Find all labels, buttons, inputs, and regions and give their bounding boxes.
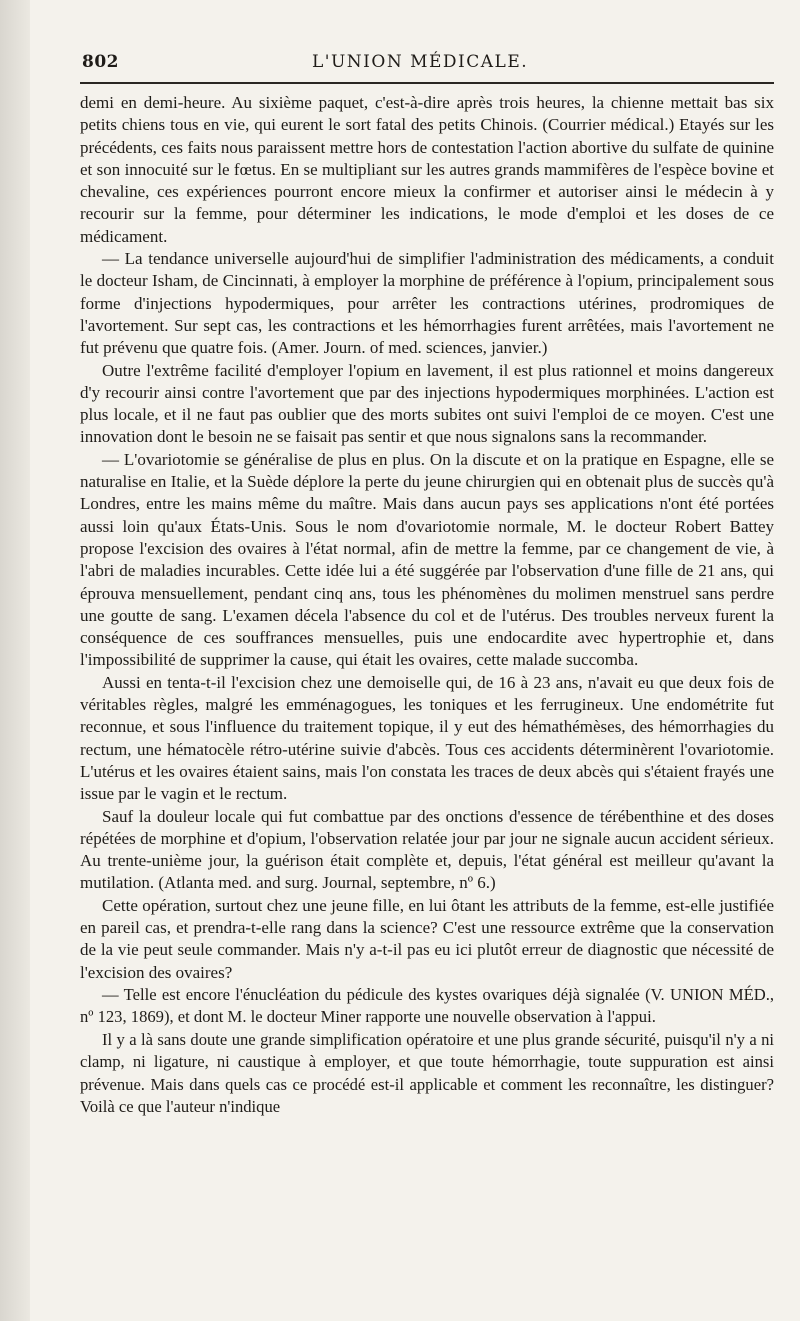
page-gutter-shadow [0,0,30,1321]
header-rule [80,82,774,84]
paragraph-excision-case: Aussi en tenta-t-il l'excision chez une demoiselle qui, de 16 à 23 ans, n'avait eu que deux fois de véritables règles, malgré les emménagogues, les toniques et les ferrugineux. Une endométrite fut reconnue, et sous l'influence du traitement topique, il y eut des hémathémèses, des hémorrhagies du rectum, une hématocèle rétro-utérine suivie d'abcès. Tous ces accidents déterminèrent l'ovariotomie. L'utérus et les ovaires étaient sains, mais l'on constata les traces de deux abcès qui s'étaient frayés une issue par le vagin et le rectum. [80,672,774,804]
paragraph-recovery: Sauf la douleur locale qui fut combattue par des onctions d'essence de térébenthine et des doses répétées de morphine et d'opium, l'observation relatée jour par jour ne signale aucun accident sérieux. Au trente-unième jour, la guérison était complète et, depuis, l'état général est meilleur qu'avant la mutilation. (Atlanta med. and surg. Journal, septembre, nº 6.) [80,806,774,893]
page-number: 802 [82,52,119,72]
paragraph-opium-enema: Outre l'extrême facilité d'employer l'opium en lavement, il est plus rationnel et moins dangereux d'y recourir ainsi contre l'avortement que par des injections hypodermiques morphinées. L'action est plus locale, et il ne faut pas oublier que des morts subites ont suivi l'emploi de ce moyen. C'est une innovation dont le besoin ne se faisait pas sentir et que nous signalons sans la recommander. [80,360,774,447]
paragraph-morphine-isham: — La tendance universelle aujourd'hui de simplifier l'administration des médicaments, a conduit le docteur Isham, de Cincinnati, à employer la morphine de préférence à l'opium, principalement sous forme d'injections hypodermiques, pour arrêter les contractions utérines, prodromiques de l'avortement. Sur sept cas, les contractions et les hémorrhagies furent arrêtées, mais l'avortement ne fut prévenu que quatre fois. (Amer. Journ. of med. sciences, janvier.) [80,249,774,358]
paragraph-ovariotomy: — L'ovariotomie se généralise de plus en plus. On la discute et on la pratique en Espagne, elle se naturalise en Italie, et la Suède déplore la perte du jeune chirurgien qui en obtenait plus de succès qu'à Londres, entre les mains même du maître. Mais dans aucun pays ses applications n'ont été portées aussi loin qu'aux États-Unis. Sous le nom d'ovariotomie normale, M. le docteur Robert Battey propose l'excision des ovaires à l'état normal, afin de mettre la femme, par ce changement de vie, à l'abri de maladies incurables. Cette idée lui a été suggérée par l'observation d'une fille de 21 ans, qui éprouva mensuellement, pendant cinq ans, tous les phénomènes du molimen menstruel sans perdre une goutte de sang. L'examen décela l'absence du col et de l'utérus. Des troubles nerveux furent la conséquence de ces souffrances mensuelles, puis une endocardite avec hypertrophie et, dans l'impossibilité de supprimer la cause, qui était les ovaires, cette malade succomba. [80,449,774,670]
paragraph-enucleation: — Telle est encore l'énucléation du pédicule des kystes ovariques déjà signalée (V. UNION MÉD., nº 123, 1869), et dont M. le docteur Miner rapporte une nouvelle observation à l'appui. [80,984,774,1027]
paragraph-quinine-experiments: demi en demi-heure. Au sixième paquet, c'est-à-dire après trois heures, la chienne mettait bas six petits chiens tous en vie, qui eurent le sort fatal des petits Chinois. (Courrier médical.) Etayés sur les précédents, ces faits nous paraissent mettre hors de contestation l'action abortive du sulfate de quinine et son innocuité sur le fœtus. En se multipliant sur les autres grands mammifères de l'espèce bovine et chevaline, ces expériences pourront encore mieux la confirmer et autoriser ainsi le médecin à y recourir sur la femme, pour déterminer les indications, le mode d'emploi et les doses de ce médicament. [80,93,774,246]
running-header [82,50,772,76]
article-body [80,92,774,1119]
journal-title: L'UNION MÉDICALE. [312,52,529,72]
paragraph-simplification: Il y a là sans doute une grande simplification opératoire et une plus grande sécurité, puisqu'il n'y a ni clamp, ni ligature, ni caustique à employer, et que toute hémorrhagie, toute suppuration est ainsi prévenue. Mais dans quels cas ce procédé est-il applicable et comment les reconnaître, les distinguer? Voilà ce que l'auteur n'indique [80,1029,774,1117]
paragraph-justification: Cette opération, surtout chez une jeune fille, en lui ôtant les attributs de la femme, est-elle justifiée en pareil cas, et prendra-t-elle rang dans la science? C'est une ressource extrême que la conservation de la vie peut seule commander. Mais n'y a-t-il pas eu ici plutôt erreur de diagnostic que nécessité de l'excision des ovaires? [80,895,774,982]
